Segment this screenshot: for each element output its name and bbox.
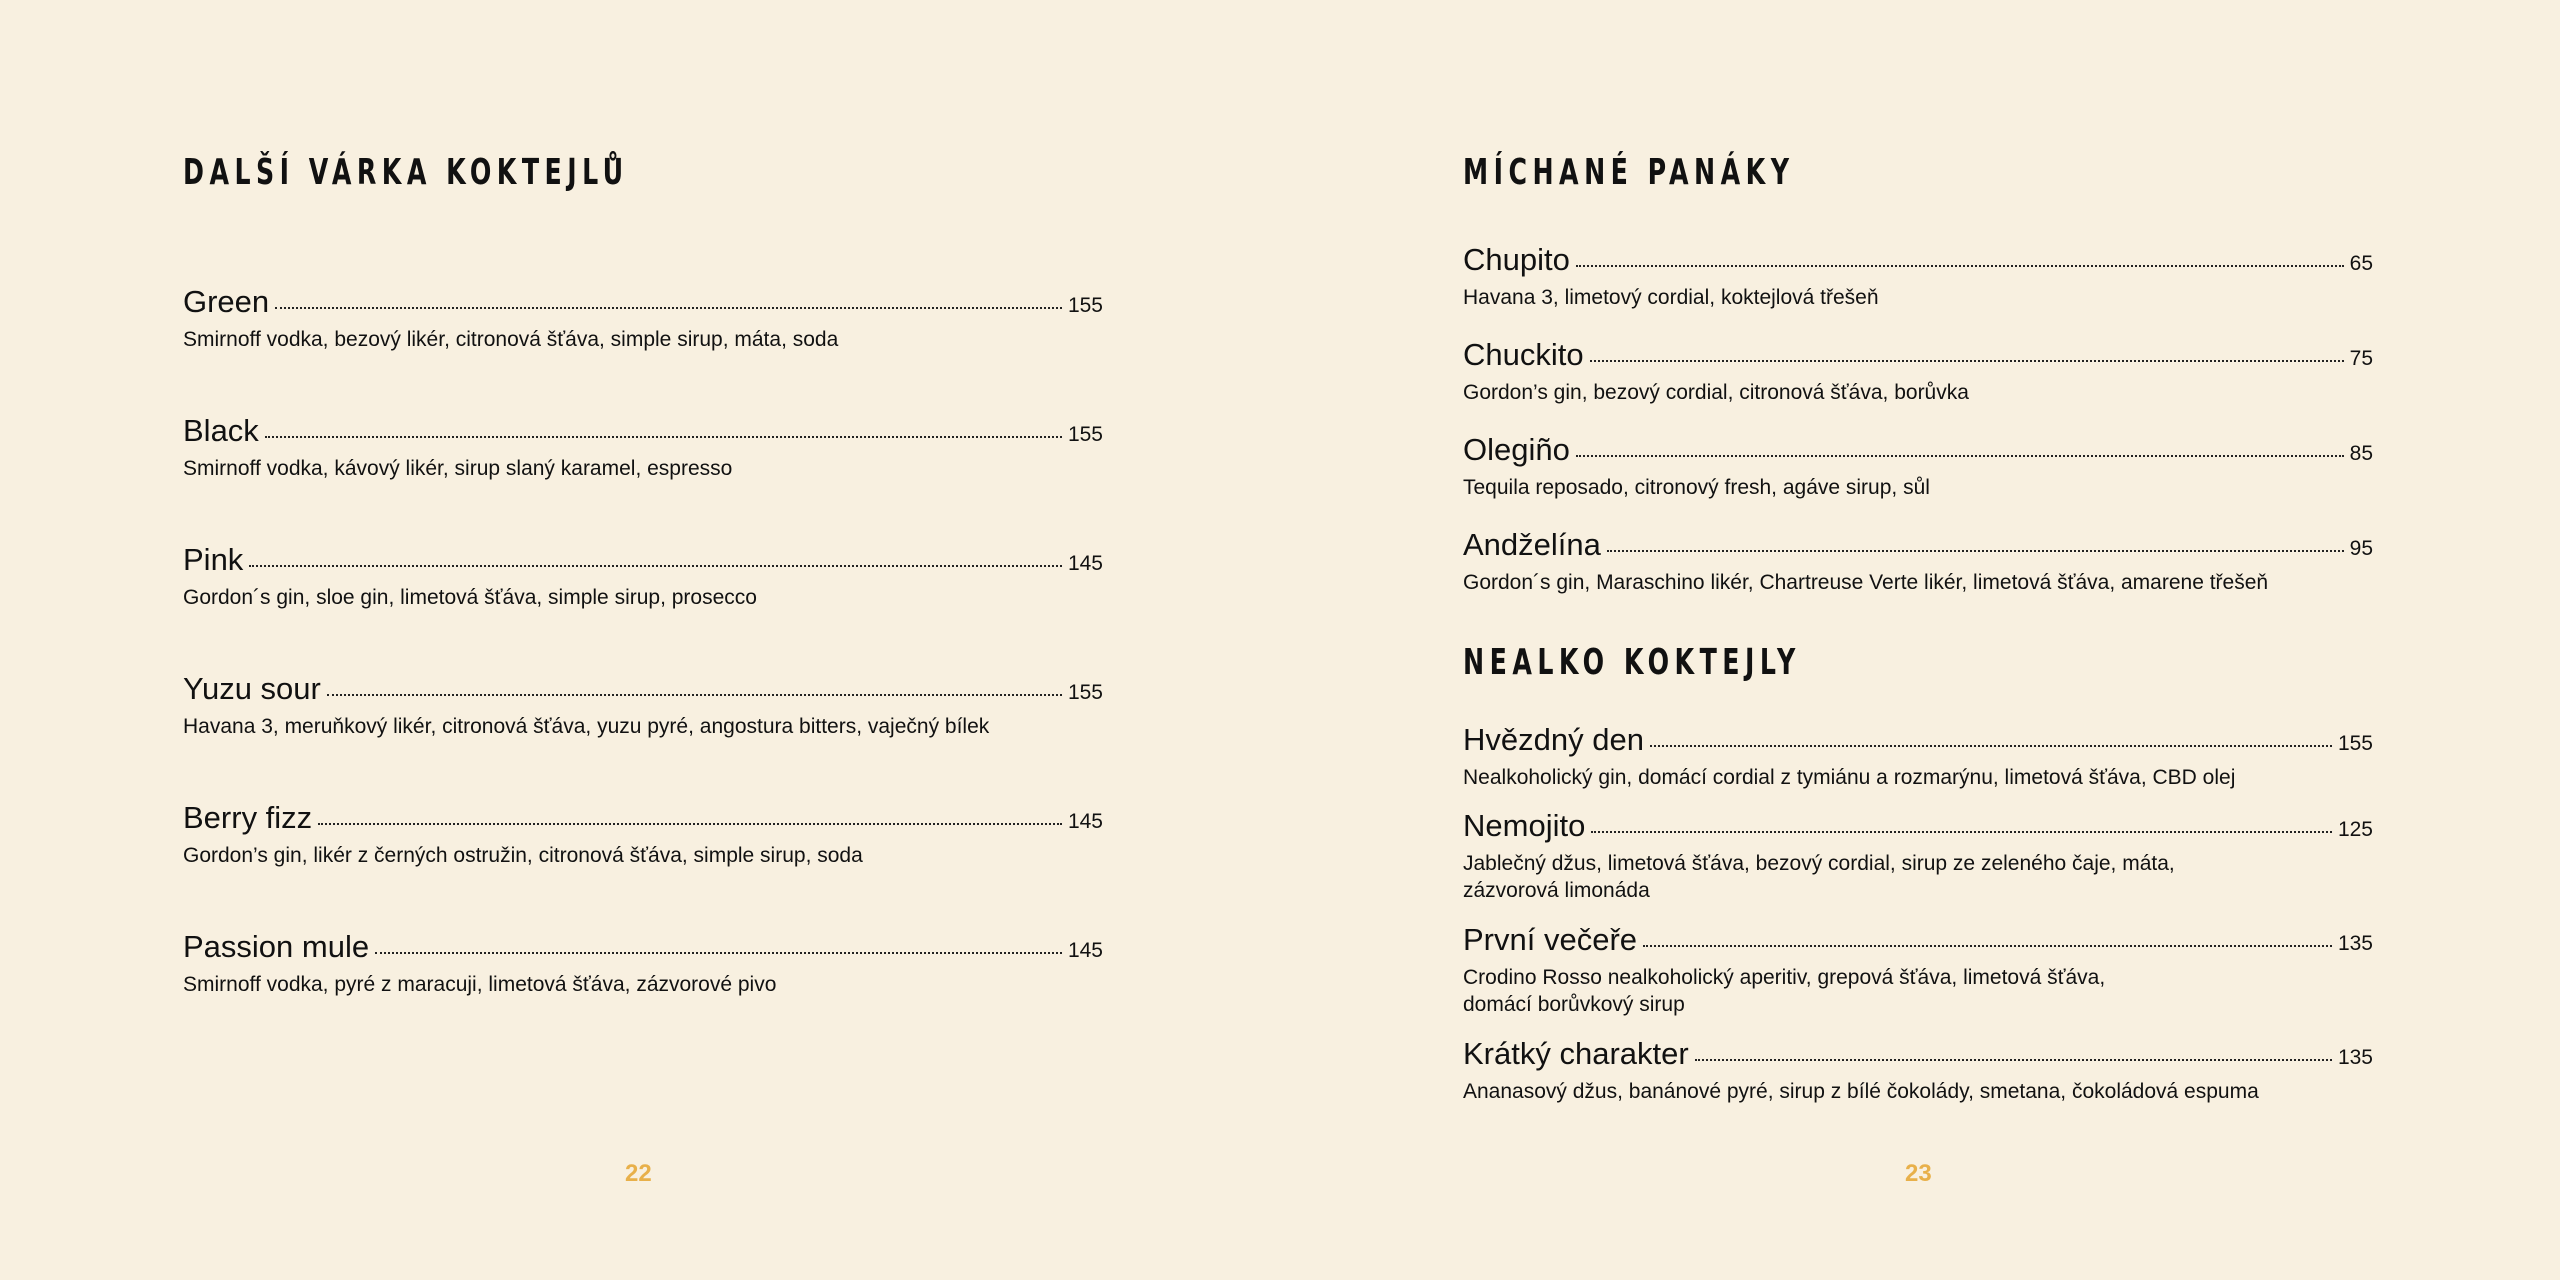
item-price: 145	[1067, 939, 1103, 962]
dot-leader	[249, 565, 1062, 567]
dot-leader	[1643, 945, 2332, 947]
item-price: 155	[1067, 681, 1103, 704]
item-description: Nealkoholický gin, domácí cordial z tymiánu a rozmarýnu, limetová šťáva, CBD olej	[1463, 766, 2236, 789]
dot-leader	[275, 307, 1062, 309]
menu-item	[1463, 242, 2373, 337]
menu-item	[183, 284, 1103, 413]
item-price: 145	[1067, 552, 1103, 575]
item-price: 75	[2349, 347, 2373, 370]
menu-item	[1463, 432, 2373, 527]
dot-leader	[375, 952, 1062, 954]
item-name: Pink	[183, 542, 244, 577]
item-name: Krátký charakter	[1463, 1036, 1689, 1071]
menu-item	[183, 929, 1103, 1058]
item-price: 145	[1067, 810, 1103, 833]
section-heading-koktejly: DALŠÍ VÁRKA KOKTEJLŮ	[183, 152, 629, 193]
menu-item	[183, 542, 1103, 671]
dot-leader	[1650, 745, 2332, 747]
dot-leader	[265, 436, 1062, 438]
item-price: 95	[2349, 537, 2373, 560]
item-price: 155	[1067, 294, 1103, 317]
item-description: Smirnoff vodka, bezový likér, citronová šťáva, simple sirup, máta, soda	[183, 328, 839, 351]
item-name: První večeře	[1463, 922, 1638, 957]
item-price: 125	[2337, 818, 2373, 841]
menu-item	[1463, 722, 2373, 808]
item-price: 135	[2337, 932, 2373, 955]
menu-item	[183, 800, 1103, 929]
cocktail-list	[183, 284, 1103, 1058]
item-price: 155	[1067, 423, 1103, 446]
item-name: Green	[183, 284, 270, 319]
item-description: Gordon’s gin, bezový cordial, citronová šťáva, borůvka	[1463, 381, 1969, 404]
item-description: Ananasový džus, banánové pyré, sirup z bílé čokolády, smetana, čokoládová espuma	[1463, 1080, 2259, 1103]
page-number: 22	[625, 1160, 652, 1187]
item-description: Jablečný džus, limetová šťáva, bezový cordial, sirup ze zeleného čaje, máta,	[1463, 852, 2175, 875]
right-page	[1463, 0, 2373, 1280]
dot-leader	[1590, 360, 2344, 362]
dot-leader	[1607, 550, 2344, 552]
page-number: 23	[1905, 1160, 1932, 1187]
item-description: Tequila reposado, citronový fresh, agáve sirup, sůl	[1463, 476, 1930, 499]
item-name: Olegiño	[1463, 432, 1570, 467]
menu-item	[1463, 1036, 2373, 1122]
item-name: Black	[183, 413, 259, 448]
item-description: Smirnoff vodka, kávový likér, sirup slaný karamel, espresso	[183, 457, 733, 480]
item-name: Passion mule	[183, 929, 370, 964]
item-description: Gordon’s gin, likér z černých ostružin, citronová šťáva, simple sirup, soda	[183, 844, 863, 867]
dot-leader	[1576, 265, 2344, 267]
item-price: 85	[2349, 442, 2373, 465]
left-page	[183, 0, 1103, 1280]
item-name: Chuckito	[1463, 337, 1584, 372]
shots-list	[1463, 242, 2373, 622]
item-description-cont: zázvorová limonáda	[1463, 879, 1650, 902]
item-price: 135	[2337, 1046, 2373, 1069]
item-description: Smirnoff vodka, pyré z maracuji, limetová šťáva, zázvorové pivo	[183, 973, 777, 996]
menu-item	[183, 413, 1103, 542]
item-name: Yuzu sour	[183, 671, 321, 706]
item-description: Havana 3, limetový cordial, koktejlová třešeň	[1463, 286, 1879, 309]
item-name: Chupito	[1463, 242, 1570, 277]
menu-item	[1463, 337, 2373, 432]
dot-leader	[318, 823, 1062, 825]
dot-leader	[1576, 455, 2344, 457]
item-name: Berry fizz	[183, 800, 313, 835]
item-name: Nemojito	[1463, 808, 1586, 843]
item-description-cont: domácí borůvkový sirup	[1463, 993, 1685, 1016]
nonalcoholic-list	[1463, 722, 2373, 1122]
item-name: Hvězdný den	[1463, 722, 1644, 757]
item-name: Andželína	[1463, 527, 1601, 562]
menu-item	[1463, 922, 2373, 1036]
dot-leader	[327, 694, 1062, 696]
section-heading-panaky: MÍCHANÉ PANÁKY	[1463, 152, 1795, 193]
item-price: 155	[2337, 732, 2373, 755]
dot-leader	[1695, 1059, 2332, 1061]
item-description: Gordon´s gin, Maraschino likér, Chartreuse Verte likér, limetová šťáva, amarene třešeň	[1463, 571, 2269, 594]
menu-item	[183, 671, 1103, 800]
item-price: 65	[2349, 252, 2373, 275]
item-description: Havana 3, meruňkový likér, citronová šťáva, yuzu pyré, angostura bitters, vaječný bílek	[183, 715, 990, 738]
item-description: Gordon´s gin, sloe gin, limetová šťáva, simple sirup, prosecco	[183, 586, 757, 609]
section-heading-nealko: NEALKO KOKTEJLY	[1463, 642, 1801, 683]
menu-item	[1463, 527, 2373, 622]
dot-leader	[1591, 831, 2332, 833]
menu-item	[1463, 808, 2373, 922]
item-description: Crodino Rosso nealkoholický aperitiv, grepová šťáva, limetová šťáva,	[1463, 966, 2106, 989]
